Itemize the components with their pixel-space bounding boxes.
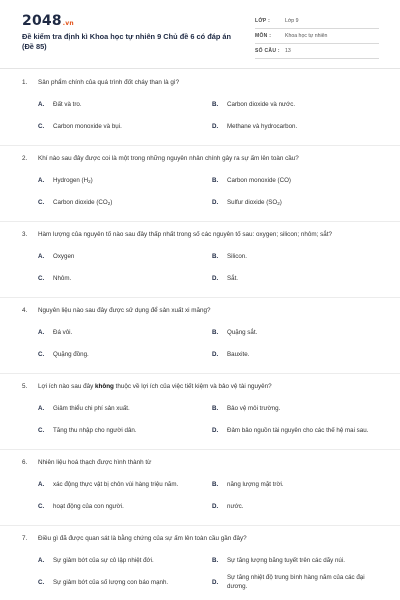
info-label: SỐ CÂU :: [255, 48, 280, 54]
question-text: [0, 78, 400, 88]
option-a[interactable]: [38, 170, 198, 192]
formula-text: Sulfur dioxide (SO: [227, 198, 278, 206]
formula-subscript: 2: [88, 178, 91, 184]
question-number: 3.: [22, 231, 28, 238]
question-text: [0, 382, 400, 392]
option-letter: B.: [212, 176, 219, 184]
option-letter: A.: [38, 556, 45, 564]
question-6: [0, 458, 400, 526]
option-b[interactable]: [212, 550, 382, 572]
option-text: Đất và tro.: [53, 100, 82, 108]
option-letter: C.: [38, 274, 45, 282]
question-stem: Sản phẩm chính của quá trình đốt cháy than là gì?: [38, 79, 180, 86]
option-letter: C.: [38, 122, 45, 130]
option-letter: A.: [38, 480, 45, 488]
option-letter: C.: [38, 578, 45, 586]
option-letter: C.: [38, 426, 45, 434]
option-c[interactable]: [38, 192, 198, 214]
option-text: Tăng thu nhập cho người dân.: [53, 426, 137, 434]
question-text: [0, 534, 400, 544]
option-text: Bauxite.: [227, 350, 250, 358]
header-divider: [0, 68, 400, 69]
option-text: Sắt.: [227, 274, 239, 282]
option-letter: B.: [212, 252, 219, 260]
question-number: 2.: [22, 155, 28, 162]
option-a[interactable]: [38, 322, 198, 344]
option-letter: D.: [212, 198, 219, 206]
option-d[interactable]: [212, 496, 382, 518]
option-letter: B.: [212, 556, 219, 564]
question-text: [0, 306, 400, 316]
option-grid: [0, 398, 400, 442]
option-c[interactable]: [38, 268, 198, 290]
option-text: Đá vôi.: [53, 328, 73, 336]
option-a[interactable]: [38, 474, 198, 496]
option-d[interactable]: [212, 192, 382, 214]
question-stem: Nhiên liệu hoá thạch được hình thành từ: [38, 459, 152, 466]
formula-text: Carbon dioxide (CO: [53, 198, 108, 206]
info-row-subject: [255, 29, 379, 44]
option-letter: D.: [212, 426, 219, 434]
option-text: Quặng sắt.: [227, 328, 258, 336]
question-number: 5.: [22, 383, 28, 390]
formula-tail: ): [110, 198, 113, 206]
option-grid: [0, 246, 400, 290]
option-b[interactable]: [212, 94, 382, 116]
question-number: 7.: [22, 535, 28, 542]
question-divider: [0, 297, 400, 298]
option-text: Carbon monoxide (CO): [227, 176, 291, 184]
question-stem: Khí nào sau đây được coi là một trong những nguyên nhân chính gây ra sự ấm lên toàn cầu?: [38, 155, 299, 162]
info-value: 13: [285, 48, 291, 54]
option-grid: [0, 474, 400, 518]
question-stem-emphasis: không: [95, 383, 114, 390]
option-text: Đảm bảo nguồn tài nguyên cho các thế hệ mai sau.: [227, 426, 369, 434]
question-7: [0, 534, 400, 594]
option-text: năng lượng mặt trời.: [227, 480, 284, 488]
question-text: [0, 230, 400, 240]
formula-text: Hydrogen (H: [53, 176, 89, 184]
option-a[interactable]: [38, 550, 198, 572]
question-stem-before: Lợi ích nào sau đây: [38, 383, 95, 390]
option-a[interactable]: [38, 94, 198, 116]
option-letter: A.: [38, 252, 45, 260]
option-d[interactable]: [212, 572, 382, 594]
option-b[interactable]: [212, 322, 382, 344]
question-divider: [0, 145, 400, 146]
question-divider: [0, 373, 400, 374]
option-text: Sự tăng nhiệt độ trung bình hàng năm của các đại dương.: [227, 574, 365, 590]
option-text: Nhôm.: [53, 274, 72, 282]
question-stem: Nguyên liệu nào sau đây được sử dụng để sản xuất xi măng?: [38, 307, 211, 314]
option-letter: D.: [212, 274, 219, 282]
question-list: [0, 78, 400, 594]
option-text: [227, 199, 382, 208]
option-c[interactable]: [38, 496, 198, 518]
option-letter: A.: [38, 100, 45, 108]
option-letter: D.: [212, 502, 219, 510]
info-value: Khoa học tự nhiên: [285, 33, 328, 39]
option-letter: D.: [212, 578, 219, 586]
option-text: xác động thực vật bị chôn vùi hàng triệu năm.: [53, 480, 179, 488]
question-4: [0, 306, 400, 374]
option-b[interactable]: [212, 398, 382, 420]
option-d[interactable]: [212, 116, 382, 138]
option-a[interactable]: [38, 246, 198, 268]
question-divider: [0, 221, 400, 222]
option-text: hoạt động của con người.: [53, 502, 124, 510]
page-header: [0, 0, 400, 66]
formula-tail: ): [90, 176, 93, 184]
option-letter: C.: [38, 350, 45, 358]
option-grid: [0, 322, 400, 366]
option-letter: C.: [38, 502, 45, 510]
option-letter: B.: [212, 100, 219, 108]
option-text: Sự tăng lượng băng tuyết trên các dãy núi.: [227, 556, 345, 564]
question-stem-after: thuộc về lợi ích của việc tiết kiệm và bảo vệ tài nguyên?: [113, 383, 272, 390]
question-number: 1.: [22, 79, 28, 86]
question-stem: Hàm lượng của nguyên tố nào sau đây thấp nhất trong số các nguyên tố sau: oxygen; silicon; nhôm; sắt?: [38, 231, 332, 238]
question-text: [0, 154, 400, 164]
info-row-count: [255, 44, 379, 59]
option-text: Quặng đồng.: [53, 350, 89, 358]
question-divider: [0, 525, 400, 526]
question-3: [0, 230, 400, 298]
option-grid: [0, 94, 400, 138]
option-text: nước.: [227, 502, 244, 510]
option-c[interactable]: [38, 344, 198, 366]
question-2: [0, 154, 400, 222]
option-text: Oxygen: [53, 252, 75, 260]
option-a[interactable]: [38, 398, 198, 420]
option-letter: D.: [212, 122, 219, 130]
option-letter: A.: [38, 176, 45, 184]
site-logo[interactable]: [22, 13, 74, 29]
option-c[interactable]: [38, 572, 198, 594]
question-divider: [0, 449, 400, 450]
option-grid: [0, 550, 400, 594]
option-text: Silicon.: [227, 252, 247, 260]
option-text: [53, 177, 198, 186]
info-label: MÔN :: [255, 33, 272, 39]
formula-tail: ): [279, 198, 282, 206]
logo-suffix: .vn: [62, 20, 74, 27]
question-1: [0, 78, 400, 146]
question-text: [0, 458, 400, 468]
question-5: [0, 382, 400, 450]
option-letter: D.: [212, 350, 219, 358]
option-text: Giảm thiểu chi phí sản xuất.: [53, 404, 130, 412]
question-number: 6.: [22, 459, 28, 466]
formula-subscript: 2: [107, 200, 111, 206]
option-letter: C.: [38, 198, 45, 206]
option-text: Carbon monoxide và bụi.: [53, 122, 122, 130]
option-d[interactable]: [212, 420, 382, 442]
option-b[interactable]: [212, 474, 382, 496]
option-c[interactable]: [38, 420, 198, 442]
option-d[interactable]: [212, 268, 382, 290]
option-text: Sự giảm bớt của số lượng con báo mạnh.: [53, 578, 169, 586]
option-text: Sự giảm bớt của sự cô lập nhiệt đới.: [53, 556, 154, 564]
option-grid: [0, 170, 400, 214]
info-label: LỚP :: [255, 18, 271, 24]
option-letter: B.: [212, 480, 219, 488]
option-b[interactable]: [212, 246, 382, 268]
option-text: [53, 199, 198, 208]
option-letter: A.: [38, 404, 45, 412]
question-stem: Điều gì đã được quan sát là bằng chứng của sự ấm lên toàn cầu gần đây?: [38, 535, 247, 542]
option-letter: B.: [212, 328, 219, 336]
logo-main: 2048: [22, 13, 62, 29]
option-d[interactable]: [212, 344, 382, 366]
info-value: Lớp 9: [285, 18, 299, 24]
exam-title: Đề kiểm tra định kì Khoa học tự nhiên 9 Chủ đề 6 có đáp án (Đề 85): [22, 32, 232, 51]
option-c[interactable]: [38, 116, 198, 138]
option-text: Methane và hydrocarbon.: [227, 122, 298, 130]
option-letter: B.: [212, 404, 219, 412]
info-row-class: [255, 14, 379, 29]
formula-subscript: 2: [277, 200, 280, 206]
question-number: 4.: [22, 307, 28, 314]
exam-info-panel: [255, 14, 379, 59]
option-text: Carbon dioxide và nước.: [227, 100, 296, 108]
option-text: Bảo vệ môi trường.: [227, 404, 281, 412]
option-letter: A.: [38, 328, 45, 336]
option-b[interactable]: [212, 170, 382, 192]
